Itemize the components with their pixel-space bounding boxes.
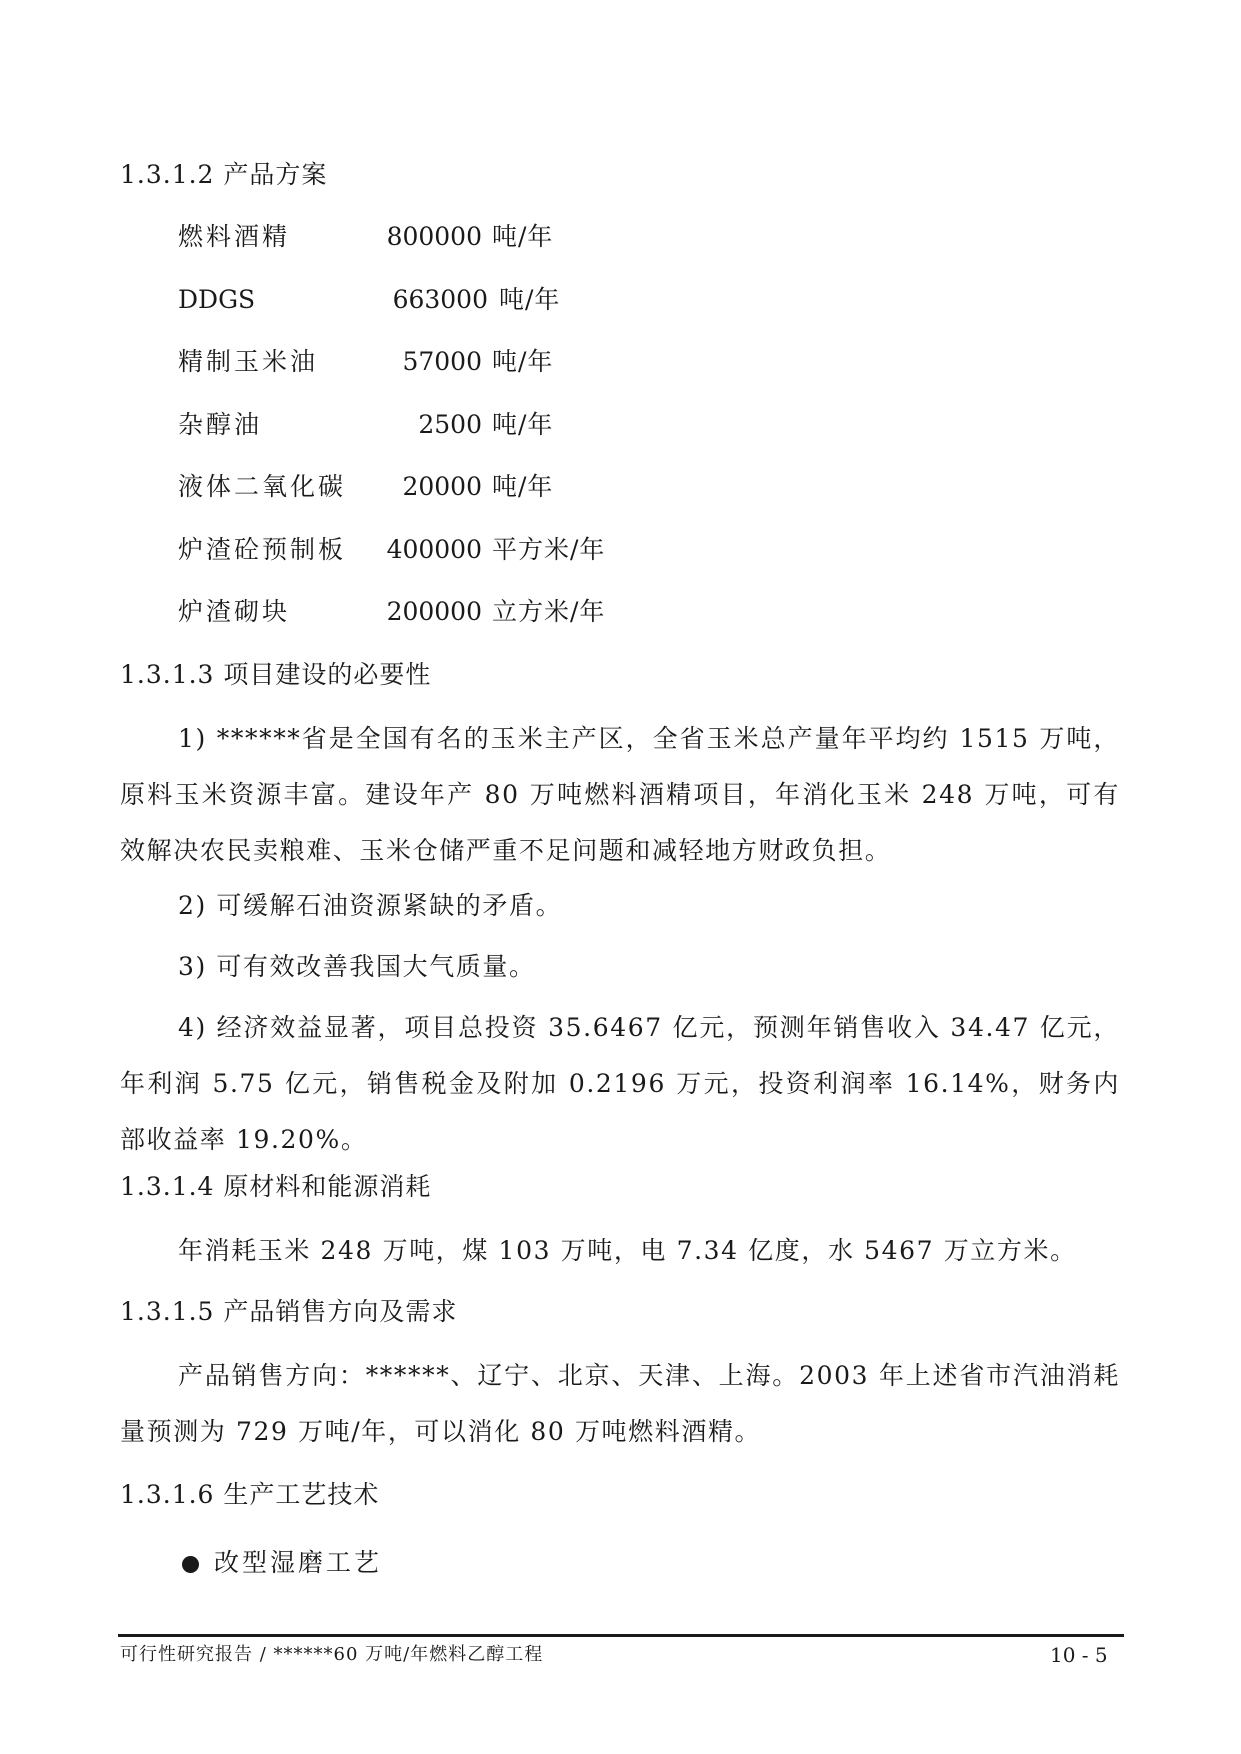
product-name: 炉渣砌块 xyxy=(178,597,291,626)
necessity-paragraph-4: 4) 经济效益显著，项目总投资 35.6467 亿元，预测年销售收入 34.47 亿元，年利润 5.75 亿元，销售税金及附加 0.2196 万元，投资利润率 16.14%，财务内部收益率 19.20%。 xyxy=(120,1013,1120,1154)
sales-paragraph: 产品销售方向：******、辽宁、北京、天津、上海。2003 年上述省市汽油消耗量预测为 729 万吨/年，可以消化 80 万吨燃料酒精。 xyxy=(120,1361,1120,1446)
product-name: DDGS xyxy=(178,285,256,314)
page-number: 10 - 5 xyxy=(1050,1643,1108,1667)
section-heading-1313: 1.3.1.3 项目建设的必要性 xyxy=(120,660,432,689)
bullet-icon xyxy=(182,1556,199,1573)
product-name: 杂醇油 xyxy=(178,410,263,439)
section-heading-1314: 1.3.1.4 原材料和能源消耗 xyxy=(120,1172,432,1201)
product-name: 精制玉米油 xyxy=(178,347,319,376)
product-name: 液体二氧化碳 xyxy=(178,472,347,501)
necessity-paragraph-2: 2) 可缓解石油资源紧缺的矛盾。 xyxy=(178,891,563,920)
consumption-paragraph: 年消耗玉米 248 万吨，煤 103 万吨，电 7.34 亿度，水 5467 万立方米。 xyxy=(178,1236,1077,1265)
product-quantity: 200000 xyxy=(386,597,482,626)
bullet-item: 改型湿磨工艺 xyxy=(214,1548,383,1577)
section-heading-1316: 1.3.1.6 生产工艺技术 xyxy=(120,1480,380,1509)
footer-document-title: 可行性研究报告 / ******60 万吨/年燃料乙醇工程 xyxy=(120,1644,544,1665)
product-quantity: 2500 xyxy=(418,410,482,439)
product-unit: 平方米/年 xyxy=(492,535,606,564)
product-unit: 吨/年 xyxy=(492,347,554,376)
necessity-paragraph-3: 3) 可有效改善我国大气质量。 xyxy=(178,952,536,981)
product-unit: 吨/年 xyxy=(499,285,561,314)
section-heading-1312: 1.3.1.2 产品方案 xyxy=(120,160,328,189)
necessity-paragraph-1: 1) ******省是全国有名的玉米主产区，全省玉米总产量年平均约 1515 万吨，原料玉米资源丰富。建设年产 80 万吨燃料酒精项目，年消化玉米 248 万吨，可有效解决农民卖粮难、玉米仓储严重不足问题和减轻地方财政负担。 xyxy=(120,724,1120,865)
product-unit: 吨/年 xyxy=(492,410,554,439)
product-name: 燃料酒精 xyxy=(178,222,291,251)
section-heading-1315: 1.3.1.5 产品销售方向及需求 xyxy=(120,1297,458,1326)
product-unit: 吨/年 xyxy=(492,222,554,251)
product-unit: 吨/年 xyxy=(492,472,554,501)
product-quantity: 20000 xyxy=(402,472,482,501)
footer-divider xyxy=(118,1634,1124,1637)
product-quantity: 57000 xyxy=(402,347,482,376)
product-quantity: 663000 xyxy=(392,285,488,314)
product-quantity: 800000 xyxy=(386,222,482,251)
product-quantity: 400000 xyxy=(386,535,482,564)
product-name: 炉渣砼预制板 xyxy=(178,535,347,564)
product-unit: 立方米/年 xyxy=(492,597,606,626)
